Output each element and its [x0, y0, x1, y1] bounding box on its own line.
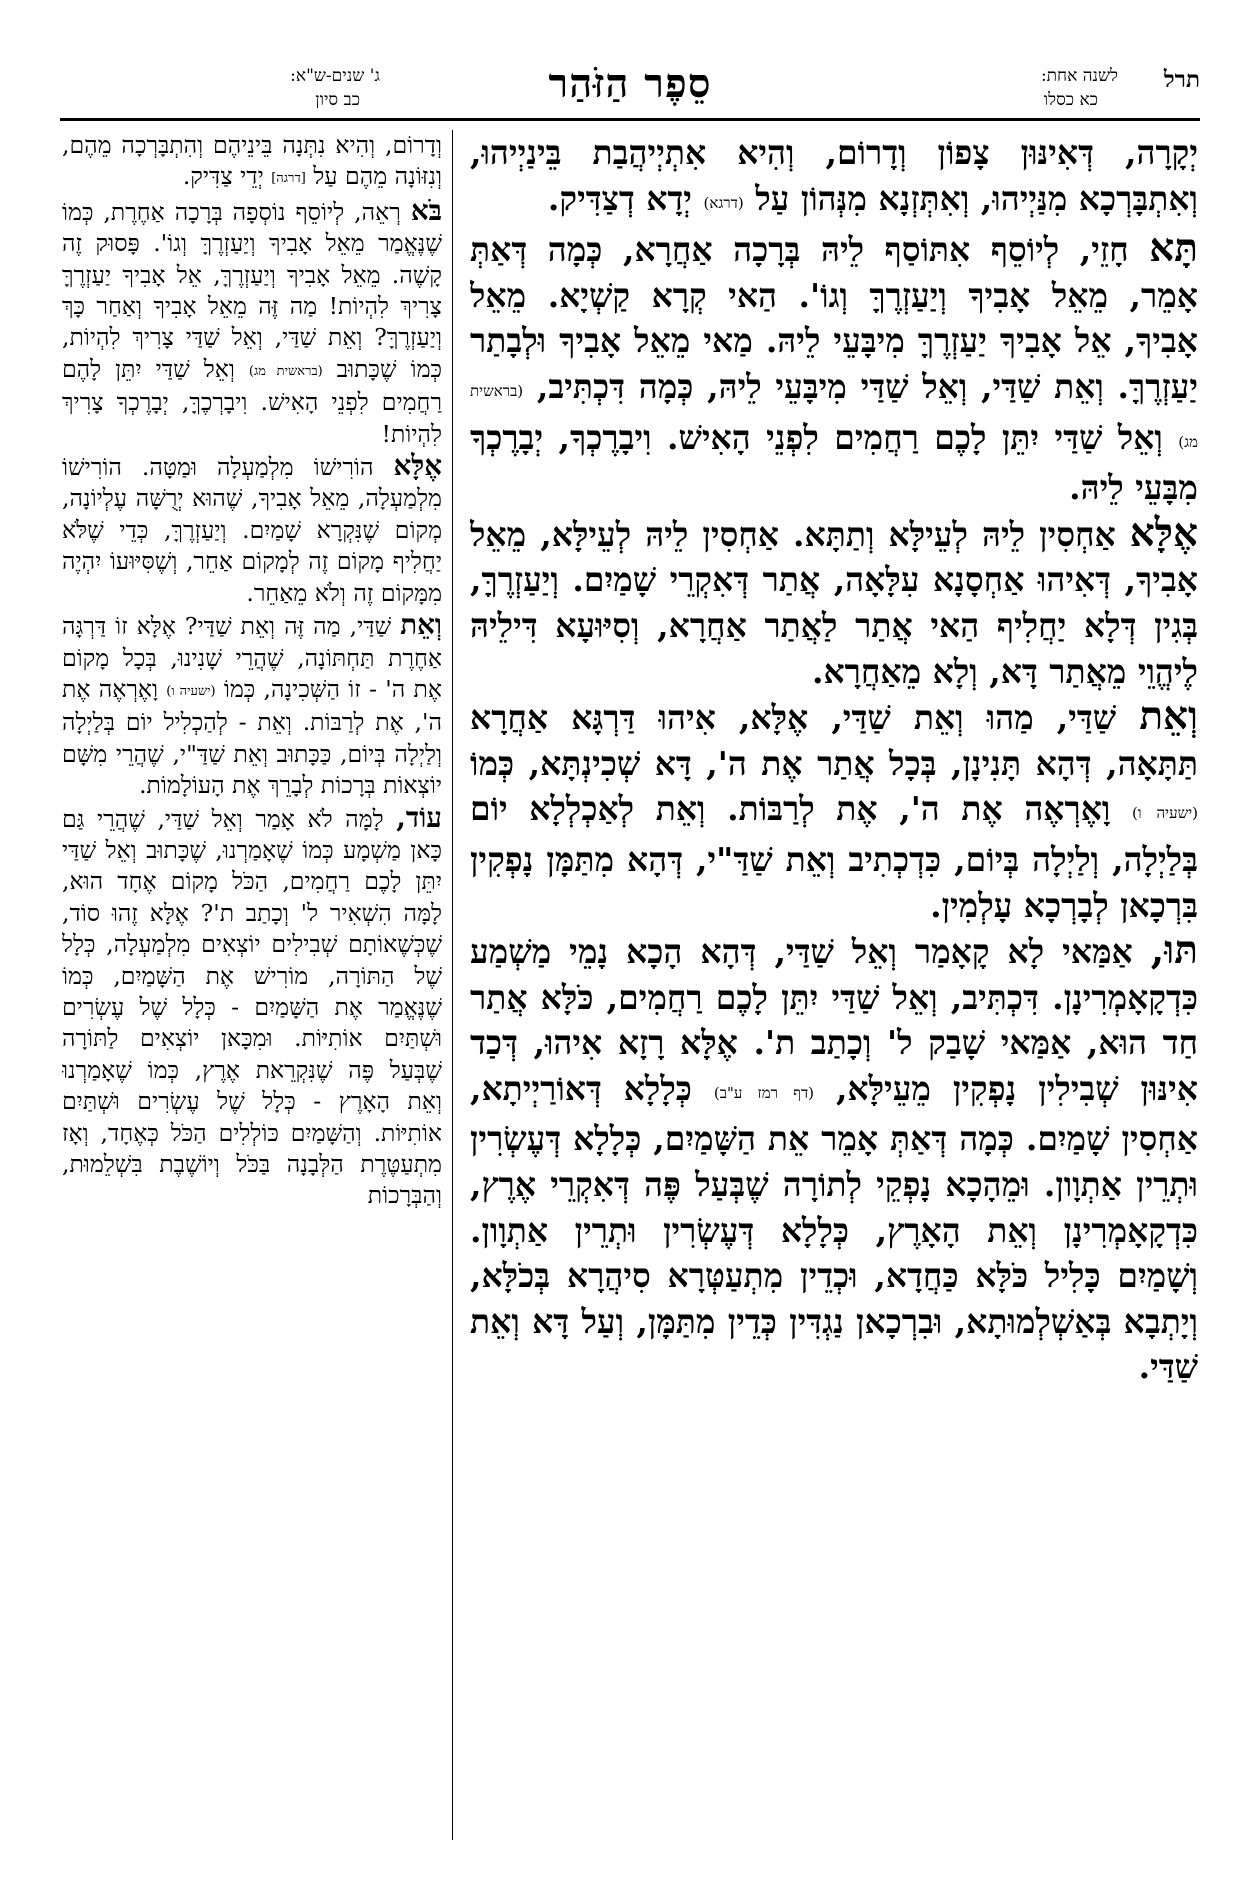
three-years-label: ג' שנים-ש"א:: [290, 66, 380, 86]
main-paragraph: [470, 694, 1198, 928]
side-text: וְאֵל שַׁדַּי יִתֵּן לָהֶם רַחֲמִים לִפְנֵי הָאִישׁ. וִיבָרְכֶךָּ, יְבָרֶכְךָ צָרִיךְ לִהְיוֹת!: [62, 354, 442, 448]
source-ref: (דרגא): [703, 193, 744, 212]
main-paragraph: [470, 928, 1198, 1390]
one-year-label: לשנה אחת:: [1040, 66, 1118, 86]
three-years-date: כב סיון: [315, 90, 360, 110]
main-text: אַחְסִין לֵיהּ לְעֵילָּא וְתַתָּא. אַחְסִין לֵיהּ לְעֵילָּא, מֵאֵל אָבִיךָ, דְּאִיהוּ אַחְסָנָא עִלָּאָה, אֲתַר דְּאִקְרֵי שָׁמַיִם. וְיַעַזְרֶךָּ, בְּגִין דְּלָא יַחֲלִיף הַאי אֲתַר לַאֲתַר אַחֲרָא, וְסִיּוּעָא דִּילֵיהּ לֶיהֱוֵי מֵאֲתַר דָּא, וְלָא מֵאַחֲרָא.: [470, 514, 1198, 691]
source-ref: (ישעיה ו): [166, 683, 216, 699]
column-divider: [452, 130, 453, 1840]
side-paragraph: [62, 609, 442, 801]
page-header: [60, 56, 1200, 118]
main-text: וָאֶרְאֶה אֶת ה', אֶת לְרַבּוֹת. וְאֵת לְאַכְלְלָא יוֹם בְּלַיְלָה, וְלַיְלָה בְּיוֹם, כִּדְכְתִיב וְאֵת שַׁדַּ"י, דְּהָא מִתַּמָּן נָפְקִין בִּרְכָאן לְבָרְכָא עָלְמִין.: [470, 789, 1198, 925]
source-ref: (ישעיה ו): [1131, 804, 1198, 823]
side-text: יְדֵי צַדִּיק.: [182, 162, 264, 191]
opening-word: בֹּא: [410, 193, 442, 227]
main-text: חָזֵי, לְיוֹסֵף אִתּוֹסַף לֵיהּ בְּרָכָה אַחֲרָא, כְּמָה דְּאַתְּ אָמֵר, מֵאֵל אָבִיךָ וְיַעַזְרֶךָּ וְגוֹ'. הַאי קְרָא קַשְׁיָא. מֵאֵל אָבִיךָ, אֵל אָבִיךָ יַעַזְרֶךָּ מִיבָּעֵי לֵיהּ. מַאי מֵאֵל אָבִיךָ וּלְבָתַר יַעַזְרֶךָּ. וְאֵת שַׁדַּי, וְאֵל שַׁדַּי מִיבָּעֵי לֵיהּ, כְּמָה דִּכְתִּיב,: [470, 230, 1198, 406]
source-ref: [דרגה]: [271, 171, 306, 187]
main-paragraph: [470, 226, 1198, 511]
side-paragraph: [62, 802, 442, 1212]
one-year-date: כא כסלו: [1043, 90, 1098, 110]
opening-word: אֶלָּא: [1129, 509, 1198, 556]
daily-study-three-years: [60, 64, 380, 112]
side-paragraph: [62, 195, 442, 450]
side-text: וָאֶרְאֶה אֶת ה', אֶת לְרַבּוֹת. וְאֵת - לְהַכְלִיל יוֹם בְּלַיְלָה וְלַיְלָה בְּיוֹם, כַּכָּתוּב וְאֵת שַׁדַּ"י, שֶׁהֲרֵי מִשָּׁם יוֹצְאוֹת בְּרָכוֹת לְבָרֵךְ אֶת הָעוֹלָמוֹת.: [62, 674, 442, 800]
main-paragraph: [470, 130, 1198, 226]
opening-word: אֶלָּא: [393, 449, 442, 483]
side-paragraph: [62, 450, 442, 609]
opening-word: תָּא: [1149, 225, 1198, 272]
side-paragraph: [62, 130, 442, 195]
side-text: שַׁדַּי, מַה זֶּה וְאֵת שַׁדַּי? אֶלָּא זוֹ דַּרְגָּה אַחֶרֶת תַּחְתּוֹנָה, שֶׁהֲרֵי שָׁנִינוּ, בְּכָל מָקוֹם אֶת ה' - זוֹ הַשְּׁכִינָה, כְּמוֹ: [62, 612, 442, 703]
main-paragraph: [470, 511, 1198, 694]
aramaic-text-column: [470, 130, 1198, 1840]
side-text: רְאֵה, לְיוֹסֵף נוֹסְפָה בְּרָכָה אַחֶרֶת, כְּמוֹ שֶׁנֶּאֱמַר מֵאֵל אָבִיךָ וְיַעַזְרֶךָּ וְגוֹ'. פָּסוּק זֶה קָשֶׁה. מֵאֵל אָבִיךָ וְיַעַזְרֶךָּ, אֵל אָבִיךָ יַעַזְרֶךָּ צָרִיךְ לִהְיוֹת! מַה זֶּה מֵאֵל אָבִיךָ וְאַחַר כָּךְ וְיַעַזְרֶךָּ? וְאֵת שַׁדַּי, וְאֵל שַׁדַּי צָרִיךְ לִהְיוֹת, כְּמוֹ שֶׁכָּתוּב: [62, 197, 442, 383]
main-text: שַׁדַּי, מַהוּ וְאֵת שַׁדַּי, אֶלָּא, אִיהוּ דַּרְגָּא אַחֲרָא תַּתָּאָה, דְּהָא תָּנִינָן, בְּכָל אֲתַר אֶת ה', דָּא שְׁכִינְתָּא, כְּמוֹ: [470, 698, 1198, 783]
opening-word: עוֹד,: [396, 800, 442, 834]
side-text: וְדָרוֹם, וְהִיא נִתְּנָה בֵּינֵיהֶם וְהִתְבָּרְכָה מֵהֶם, וְנִזּוֹנָה מֵהֶם עַל: [62, 131, 442, 191]
header-rule: [60, 118, 1200, 121]
main-text: יְקָרָה, דְּאִינּוּן צָפוֹן וְדָרוֹם, וְהִיא אִתְיְיהֲבַת בֵּינַיְיהוּ, וְאִתְבָּרְכָא מִנַּיְיהוּ, וְאִתְּזְנָא מִנְּהוֹן עַל: [470, 133, 1198, 218]
page-folio: תרל: [1163, 66, 1200, 93]
main-text: אַמַּאי לָא קָאָמַר וְאֵל שַׁדַּי, דְּהָא הָכָא נָמֵי מַשְׁמַע כִּדְקָאָמְרִינָן. דִּכְתִּיב, וְאֵל שַׁדַּי יִתֵּן לָכֶם רַחֲמִים, כֹּלָּא אֲתַר חַד הוּא, אַמַּאי שָׁבַק ל' וְכָתַב ת'. אֶלָּא רָזָא אִיהוּ, דְּכַד אִינּוּן שְׁבִילִין נָפְקִין מֵעֵילָּא,: [470, 932, 1198, 1108]
source-ref: (דף רמז ע"ב): [713, 1083, 815, 1102]
main-text: כְּלָלָא דְּאוֹרַיְיתָא, אַחְסִין שָׁמַיִם. כְּמָה דְּאַתְּ אָמֵר אֵת הַשָּׁמַיִם, כְּלָלָא דְּעֶשְׂרִין וּתְרֵין אַתְוָון. וּמֵהָכָא נָפְקֵי לְתוֹרָה שֶׁבְּעַל פֶּה דְּאִקְרֵי אֶרֶץ, כִּדְקָאָמְרִינָן וְאֵת הָאָרֶץ, כְּלָלָא דְּעֶשְׂרִין וּתְרֵין אַתְוָון. וְשָׁמַיִם כָּלִיל כֹּלָּא כַּחֲדָא, וּכְדֵין מִתְעַטְּרָא סִיהֲרָא בְּכֹלָּא, וְיָתְבָא בְּאַשְׁלְמוּתָא, וּבִרְכָאן נַגְדִּין כְּדֵין מִתַּמָּן, וְעַל דָּא וְאֵת שַׁדַּי.: [470, 1068, 1198, 1387]
main-text: וְאֵל שַׁדַּי יִתֵּן לָכֶם רַחֲמִים לִפְנֵי הָאִישׁ. וִיבָרֶכְךָ, יְבָרֶכְךָ מִבָּעֵי לֵיהּ.: [470, 417, 1198, 508]
opening-word: וְאֵת: [1139, 693, 1198, 740]
source-ref: (בראשית מג): [248, 363, 323, 379]
main-text: יְדָא דְצַדִּיק.: [547, 178, 692, 218]
hebrew-translation-column: [62, 130, 442, 1840]
side-text: הוֹרִישׁוֹ מִלְמַעְלָה וּמַטָּה. הוֹרִישׁוֹ מִלְמַעְלָה, מֵאֵל אָבִיךָ, שֶׁהוּא יְרֻשָּׁה עֶלְיוֹנָה, מְקוֹם שֶׁנִּקְרָא שָׁמַיִם. וְיַעַזְרֶךָּ, כְּדֵי שֶׁלֹּא יַחֲלִיף מָקוֹם זֶה לְמָקוֹם אַחֵר, וְשֶׁסִּיּוּעוֹ יִהְיֶה מִמָּקוֹם זֶה וְלֹא מֵאַחֵר.: [62, 453, 442, 607]
side-text: לָמָּה לֹא אָמַר וְאֵל שַׁדַּי, שֶׁהֲרֵי גַּם כָּאן מַשְׁמָע כְּמוֹ שֶׁאָמַרְנוּ, שֶׁכָּתוּב וְאֵל שַׁדַּי יִתֵּן לָכֶם רַחֲמִים, הַכֹּל מָקוֹם אֶחָד הוּא, לָמָּה הִשְׁאִיר ל' וְכָתַב ת'? אֶלָּא זֶהוּ סוֹד, שֶׁכְּשֶׁאוֹתָם שְׁבִילִים יוֹצְאִים מִלְמַעְלָה, כְּלָל שֶׁל הַתּוֹרָה, מוֹרִישׁ אֶת הַשָּׁמַיִם, כְּמוֹ שֶׁנֶּאֱמַר אֶת הַשָּׁמַיִם - כְּלָל שֶׁל עֶשְׂרִים וּשְׁתַּיִם אוֹתִיּוֹת. וּמִכָּאן יוֹצְאִים לַתּוֹרָה שֶׁבְּעַל פֶּה שֶׁנִּקְרֵאת אֶרֶץ, כְּמוֹ שֶׁאָמַרְנוּ וְאֵת הָאָרֶץ - כְּלָל שֶׁל עֶשְׂרִים וּשְׁתַּיִם אוֹתִיּוֹת. וְהַשָּׁמַיִם כּוֹלְלִים הַכֹּל כְּאֶחָד, וְאָז מִתְעַטֶּרֶת הַלְּבָנָה בַּכֹּל וְיוֹשֶׁבֶת בִּשְׁלֵמוּת, וְהַבְּרָכוֹת: [62, 804, 442, 1210]
source-ref: (בראשית מג): [470, 381, 1198, 451]
opening-word: וְאֵת: [400, 608, 442, 642]
book-title: סֵפֶר הַזֹּהַר: [548, 60, 712, 107]
opening-word: תּוּ,: [1150, 927, 1198, 974]
